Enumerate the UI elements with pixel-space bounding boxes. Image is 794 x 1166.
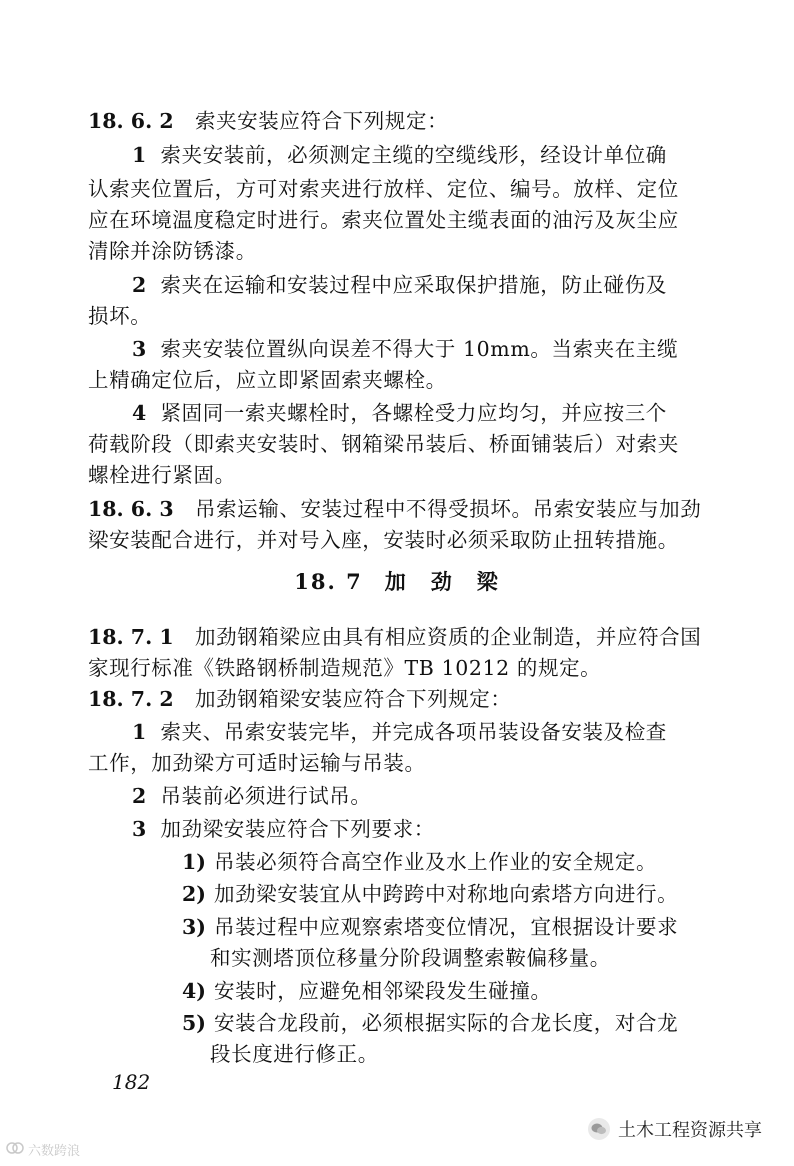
subitem-1 [182,847,712,878]
clause-18-6-2-item-1 [88,140,708,171]
item-number: 3 [132,817,147,841]
watermark-right [588,1116,762,1142]
item-line: 螺栓进行紧固。 [88,463,236,487]
page-number: 182 [112,1070,151,1094]
item-line: 认索夹位置后，方可对索夹进行放样、定位、编号。放样、定位 [88,177,679,201]
subitem-text: 安装合龙段前，必须根据实际的合龙长度，对合龙 [213,1011,679,1035]
item-text: 索夹安装位置纵向误差不得大于 10mm。当索夹在主缆 [160,337,679,361]
item-line: 上精确定位后，应立即紧固索夹螺栓。 [88,368,447,392]
clause-18-7-2-title [88,684,708,715]
clause-18-6-2-item-2 [88,270,708,301]
clause-18-6-3 [88,494,708,525]
clause-text: 吊索运输、安装过程中不得受损坏。吊索安装应与加劲 [194,497,702,521]
section-heading [0,566,794,597]
item-text: 紧固同一索夹螺栓时，各螺栓受力应均匀，并应按三个 [160,401,667,425]
item-number: 3 [132,337,147,361]
item-text: 索夹在运输和安装过程中应采取保护措施，防止碰伤及 [160,273,667,297]
subitem-text: 安装时，应避免相邻梁段发生碰撞。 [213,979,552,1003]
clause-number: 18. 6. 2 [88,109,174,133]
item-number: 2 [132,784,147,808]
clause-18-6-2-item-4 [88,398,708,429]
subitem-text: 加劲梁安装宜从中跨跨中对称地向索塔方向进行。 [213,882,679,906]
item-line: 应在环境温度稳定时进行。索夹位置处主缆表面的油污及灰尘应 [88,208,679,232]
clause-text: 加劲钢箱梁应由具有相应资质的企业制造，并应符合国 [194,625,702,649]
clause-18-7-2-item-2 [88,781,708,812]
subitem-4 [182,976,712,1007]
item-line: 荷载阶段（即索夹安装时、钢箱梁吊装后、桥面铺装后）对索夹 [88,432,679,456]
clause-18-7-1 [88,622,708,653]
clause-line: 家现行标准《铁路钢桥制造规范》TB 10212 的规定。 [88,656,602,680]
clause-number: 18. 7. 1 [88,625,174,649]
clause-line: 梁安装配合进行，并对号入座，安装时必须采取防止扭转措施。 [88,528,679,552]
subitem-number: 2) [182,882,206,906]
item-number: 1 [132,143,147,167]
watermark-left [6,1140,80,1159]
item-text: 吊装前必须进行试吊。 [160,784,372,808]
clause-number: 18. 7. 2 [88,687,174,711]
item-text: 索夹安装前，必须测定主缆的空缆线形，经设计单位确 [160,143,667,167]
clause-number: 18. 6. 3 [88,497,174,521]
subitem-text: 吊装过程中应观察索塔变位情况，宜根据设计要求 [213,915,679,939]
clause-18-7-2-item-3 [88,814,708,845]
watermark-logo-icon [6,1141,24,1159]
clause-18-6-2-item-3 [88,334,708,365]
item-number: 1 [132,720,147,744]
subitem-number: 3) [182,915,206,939]
watermark-right-text: 土木工程资源共享 [618,1120,762,1141]
subitem-number: 5) [182,1011,206,1035]
subitem-number: 1) [182,850,206,874]
subitem-3 [182,912,712,943]
subitem-number: 4) [182,979,206,1003]
item-text: 索夹、吊索安装完毕，并完成各项吊装设备安装及检查 [160,720,667,744]
subitem-line: 和实测塔顶位移量分阶段调整索鞍偏移量。 [210,946,611,970]
subitem-2 [182,879,712,910]
item-number: 4 [132,401,147,425]
subitem-line: 段长度进行修正。 [210,1042,379,1066]
subitem-text: 吊装必须符合高空作业及水上作业的安全规定。 [213,850,658,874]
clause-text: 加劲钢箱梁安装应符合下列规定： [194,687,512,711]
clause-18-6-2-title [88,106,708,137]
watermark-left-text: 六数跨浪 [28,1144,81,1159]
wechat-icon [588,1118,610,1140]
item-line: 清除并涂防锈漆。 [88,239,257,263]
item-number: 2 [132,273,147,297]
section-number: 18. 7 [294,569,363,594]
subitem-5 [182,1008,712,1039]
section-title: 加 劲 梁 [384,569,500,594]
item-text: 加劲梁安装应符合下列要求： [160,817,435,841]
item-line: 损坏。 [88,304,152,328]
clause-18-7-2-item-1 [88,717,708,748]
item-line: 工作，加劲梁方可适时运输与吊装。 [88,751,426,775]
clause-text: 索夹安装应符合下列规定： [194,109,449,133]
